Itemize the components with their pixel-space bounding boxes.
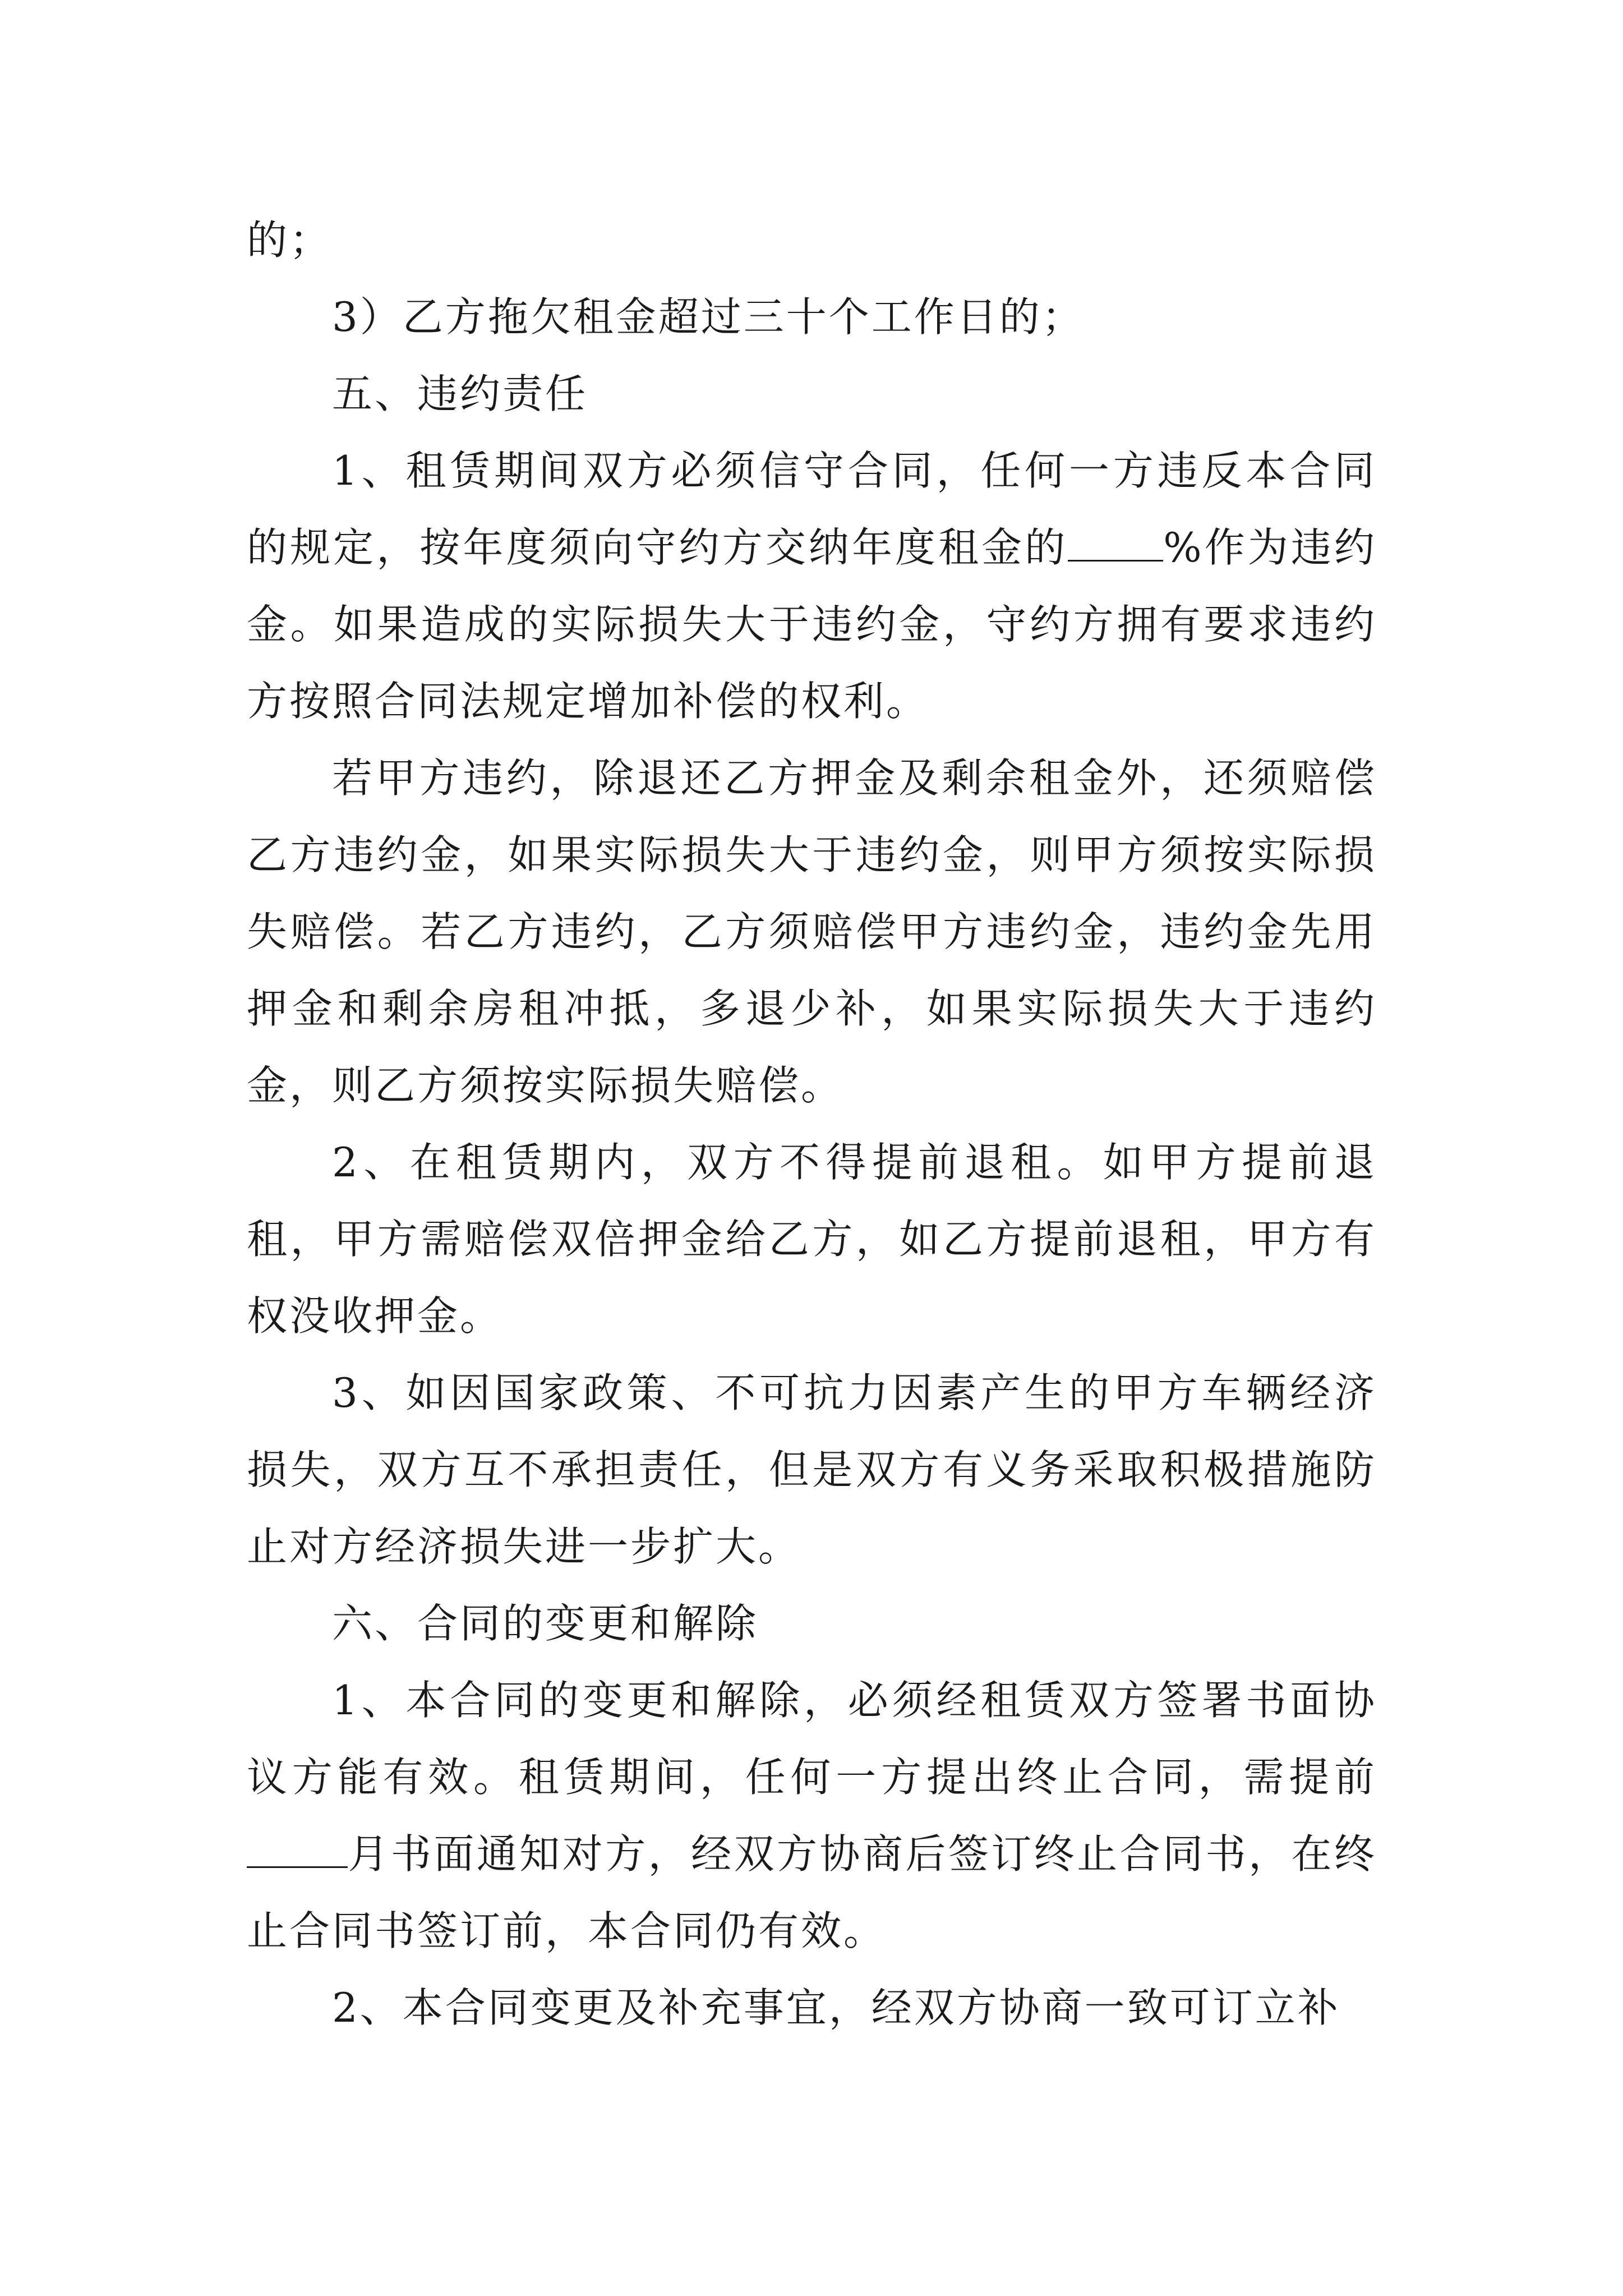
clause-text-after-blank: %作为违约金。如果造成的实际损失大于违约金，守约方拥有要求违约方按照合同法规定增加补偿的权利。 <box>247 524 1377 725</box>
clause-text-before-blank: 1、本合同的变更和解除，必须经租赁双方签署书面协议方能有效。租赁期间，任何一方提出终止合同，需提前 <box>247 1677 1377 1801</box>
paragraph-breach-clause-1 <box>247 432 1377 740</box>
section-heading-contract-change: 六、合同的变更和解除 <box>332 1600 759 1647</box>
paragraph-item-3: 3）乙方拖欠租金超过三十个工作日的； <box>332 293 1085 341</box>
paragraph-breach-clause-3: 3、如因国家政策、不可抗力因素产生的甲方车辆经济损失，双方互不承担责任，但是双方有义务采取积极措施防止对方经济损失进一步扩大。 <box>247 1369 1377 1570</box>
section-heading-breach-liability: 五、违约责任 <box>332 370 588 417</box>
paragraph-change-clause-1 <box>247 1662 1377 1970</box>
percentage-blank <box>1068 526 1163 562</box>
paragraph-change-clause-2: 2、本合同变更及补充事宜，经双方协商一致可订立补 <box>332 1984 1340 2031</box>
document-body <box>247 202 1377 2046</box>
paragraph-breach-details: 若甲方违约，除退还乙方押金及剩余租金外，还须赔偿乙方违约金，如果实际损失大于违约金，则甲方须按实际损失赔偿。若乙方违约，乙方须赔偿甲方违约金，违约金先用押金和剩余房租冲抵，多退少补，如果实际损失大于违约金，则乙方须按实际损失赔偿。 <box>247 754 1377 1109</box>
clause-text-before-blank: 1、租赁期间双方必须信守合同，任何一方违反本合同的规定，按年度须向守约方交纳年度租金的 <box>247 447 1377 571</box>
paragraph-breach-clause-2: 2、在租赁期内，双方不得提前退租。如甲方提前退租，甲方需赔偿双倍押金给乙方，如乙方提前退租，甲方有权没收押金。 <box>247 1139 1377 1340</box>
months-blank <box>247 1833 348 1868</box>
paragraph-continuation: 的； <box>247 217 333 264</box>
clause-text-after-blank: 月书面通知对方，经双方协商后签订终止合同书，在终止合同书签订前，本合同仍有效。 <box>247 1830 1377 1954</box>
